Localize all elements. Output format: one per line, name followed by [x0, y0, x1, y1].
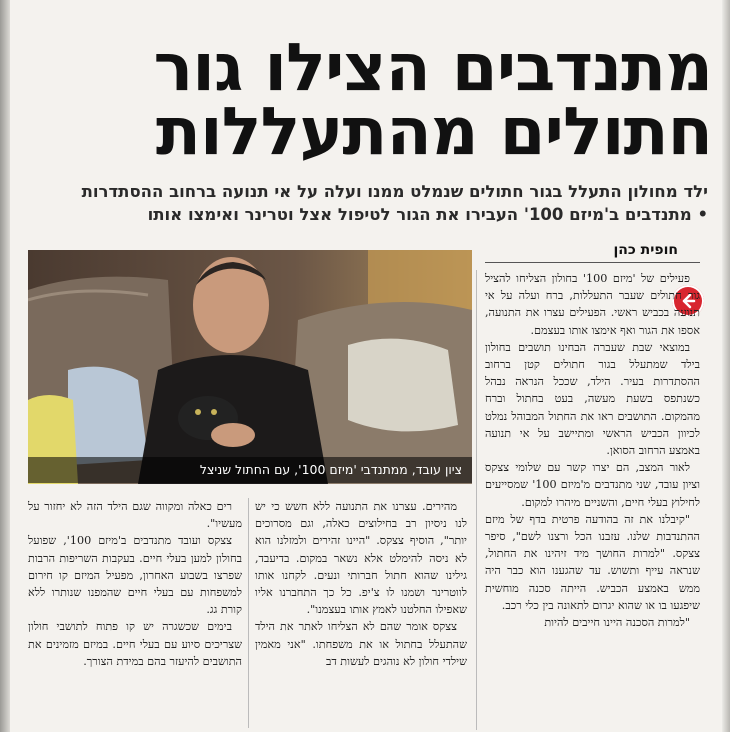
- paragraph: רים כאלה ומקווה שגם הילד הזה לא יחזור על מעשיו".: [28, 500, 242, 531]
- page-edge-right: [722, 0, 730, 732]
- column-divider: [476, 270, 477, 730]
- byline-rule: [485, 262, 700, 263]
- article-column-left: [28, 498, 242, 730]
- article-column-right: [485, 270, 700, 730]
- photo-illustration: [28, 250, 472, 484]
- paragraph: במוצאי שבת שעברה הבחינו תושבים בחולון בילד שמתעלל בגור חתולים קטן ברחוב ההסתדרות בעיר. הילד, שככל הנראה נבהל כשנתפס בשעת מעשה, בעט בחתול וברח מהמקום. התושבים ראו את החתול המבוהל נמלט לכיוון הכביש הראשי ומתיישב על אי תנועה באמצע הרחוב הסואן.: [485, 340, 700, 458]
- article-photo: [28, 250, 472, 484]
- paragraph: צצקס אומר שהם לא הצליחו לאתר את הילד שהתעלל בחתול או את משפחתו. "אני מאמין שילדי חולון לא נוהגים לעשות דב: [255, 620, 467, 668]
- byline: חופית כהן: [613, 242, 678, 258]
- paragraph: לאור המצב, הם יצרו קשר עם שלומי צצקס וציון עובד, שני מתנדבים מ'מיזם 100' שמסייעים לחילוץ בעלי חיים, והשניים מיהרו למקום.: [485, 461, 700, 509]
- photo-caption: ציון עובד, ממתנדבי 'מיזם 100', עם החתול שניצל: [28, 457, 472, 483]
- headline-line-1: מתנדבים הצילו גור: [153, 29, 712, 106]
- paragraph: בימים שכשגרה יש קו פתוח לתושבי חולון שצריכים סיוע עם בעלי חיים. במיזם מזמינים את התושבים להיעזר בהם במידת הצורך.: [28, 620, 242, 668]
- page-edge-left: [0, 0, 10, 732]
- subheadline-line-1: ילד מחולון התעלל בגור חתולים שנמלט ממנו ועלה על אי תנועה ברחוב ההסתדרות: [81, 182, 708, 201]
- paragraph: פעילים של 'מיזם 100' בחולון הצליחו להציל גור חתולים שעבר התעללות, ברח ועלה על אי תנועה בכביש ראשי. הפעילים עצרו את התנועה, אספו את הגור ואף אימצו אותו בעצמם.: [485, 272, 700, 337]
- paragraph: "קיבלנו את זה בהודעה פרטית בדף של מיזם ההתנדבות שלנו. עזבנו הכל ורצנו לשם", סיפר צצקס. "למרות החושך מיד זיהינו את החתול, שנראה עייף ותשוש. עד שהגענו הוא כבר היה ממש באמצע הכביש. הייתה סכנה מוחשית שיפגעו בו או שהוא יגרום לתאונה בין כלי רכב.: [485, 512, 700, 612]
- paragraph: צצקס ועובד מתנדבים ב'מיזם 100', שפועל בחולון למען בעלי חיים. בעקבות השריפות הרבות שפרצו בשבוע האחרון, מפעיל המיזם קו חירום למשפחות עם בעלי חיים שהמפנו שנותרו ללא קורת גג.: [28, 534, 242, 617]
- article-column-middle: [255, 498, 467, 730]
- column-divider: [248, 498, 249, 728]
- paragraph: "למרות הסכנה היינו חייבים להיות: [544, 616, 690, 630]
- subheadline-line-2: • מתנדבים ב'מיזם 100' העבירו את הגור לטיפול אצל וטרינר ואימצו אותו: [147, 205, 708, 224]
- headline-line-2: חתולים מהתעללות: [155, 93, 712, 170]
- paragraph: מהירים. עצרנו את התנועה ללא חשש כי יש לנו ניסיון רב בחילוצים כאלה, וגם מסרוכים יותר", הוסיף צצקס. "היינו זהירים ולמזלנו הוא לא ניסה להימלט אלא נשאר במקום. בדיעבד, גילינו שהוא חתול חברותי ונעים. לקחנו אותו לווטרינר ושמנו לו צ'יפ. כל כך התחברנו אליו שאפילו החלטנו לאמץ אותו בעצמנו".: [255, 500, 467, 617]
